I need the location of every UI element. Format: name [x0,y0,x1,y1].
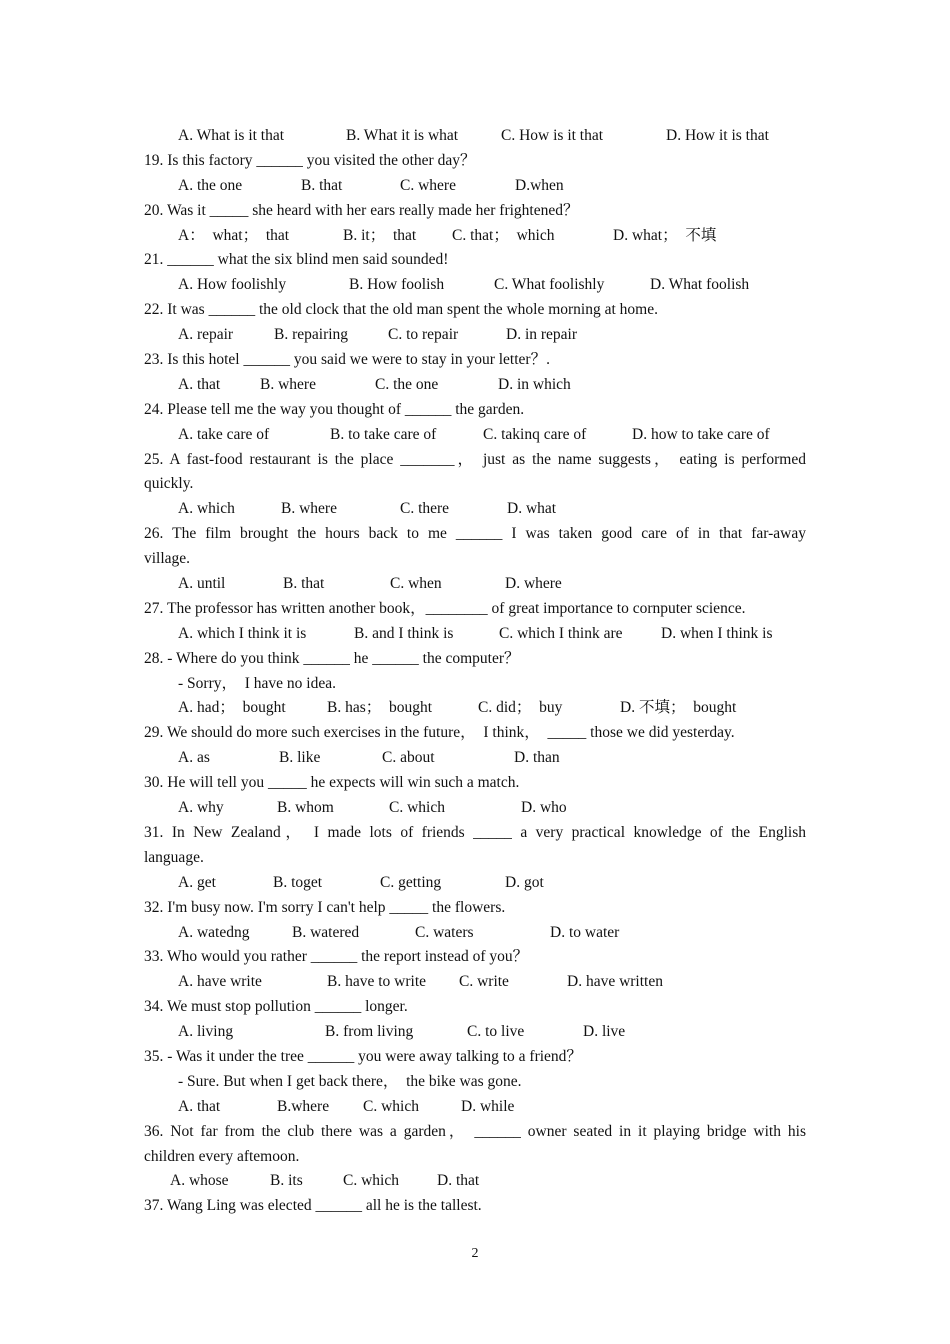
options-row [144,373,806,398]
question-21: 21. ______ what the six blind men said sounded! [144,251,449,269]
option-b: B.where [277,1097,330,1115]
question-28: 28. - Where do you think ______ he ______ the computer？ [144,649,520,667]
question-30: 30. He will tell you _____ he expects will win such a match. [144,774,520,792]
option-d: D. in repair [506,326,578,344]
option-c: C. waters [415,923,474,941]
option-d: D. than [514,749,560,767]
options-row [144,1169,806,1194]
question-list [144,124,806,1219]
option-c: C. takinq care of [483,425,587,443]
question-26-cont: village. [144,550,191,568]
option-a: A. How foolishly [178,276,287,294]
option-b: B. its [270,1172,303,1190]
option-b: B. have to write [327,973,427,991]
option-b: B. and I think is [354,624,454,642]
option-a: A. have write [178,973,262,991]
options-row [144,423,806,448]
question-35-reply: - Sure. But when I get back there， the bike was gone. [178,1072,522,1090]
option-a: A. had； bought [178,699,286,717]
question-37: 37. Wang Ling was elected ______ all he is the tallest. [144,1197,482,1215]
options-row [144,497,806,522]
option-d: D. what； 不填 [613,226,717,244]
option-b: B. How foolish [349,276,445,294]
question-19: 19. Is this factory ______ you visited the other day？ [144,151,476,169]
option-d: D. when I think is [661,624,773,642]
option-a: A. whose [170,1172,229,1190]
option-a: A. watedng [178,923,250,941]
option-b: B. whom [277,799,334,817]
option-d: D. live [583,1023,626,1041]
option-c: C. write [459,973,509,991]
option-d: D. that [437,1172,480,1190]
option-c: C. the one [375,375,439,393]
question-23: 23. Is this hotel ______ you said we were to stay in your letter？. [144,351,550,369]
option-c: C. there [400,500,450,518]
question-36-cont: children every aftemoon. [144,1147,300,1165]
options-row [144,124,806,149]
option-b: B. watered [292,923,360,941]
option-c: C. about [382,749,435,767]
option-b: B. where [281,500,337,518]
question-26: 26. The film brought the hours back to me ______ I was taken good care of in that far-away [144,525,806,543]
question-36: 36. Not far from the club there was a garden， ______ owner seated in it playing bridge with his [144,1122,806,1140]
option-b: B. to take care of [330,425,437,443]
options-row [144,746,806,771]
option-d: D. got [505,873,544,891]
options-row [144,572,806,597]
question-27: 27. The professor has written another book，________ of great importance to cornputer science. [144,599,746,617]
option-d: D. What foolish [650,276,750,294]
option-b: B. repairing [274,326,349,344]
option-a: A. until [178,575,226,593]
option-a: A. which [178,500,235,518]
question-24: 24. Please tell me the way you thought of ______ the garden. [144,400,525,418]
option-c: C. How is it that [501,127,604,144]
option-d: D. How it is that [666,127,769,144]
options-row [144,1095,806,1120]
option-b: B. toget [273,873,323,891]
question-33: 33. Who would you rather ______ the report instead of you？ [144,948,529,966]
option-d: D.when [515,176,564,194]
question-25-cont: quickly. [144,475,194,493]
option-d: D. where [505,575,562,593]
option-b: B. like [279,749,321,767]
option-d: D. what [507,500,557,518]
options-row [144,273,806,298]
option-a: A. the one [178,176,243,194]
option-b: B. that [301,176,343,194]
option-c: C. to repair [388,326,459,344]
options-row [144,696,806,721]
option-a: A： what； that [178,226,290,244]
question-28-reply: - Sorry， I have no idea. [178,674,336,692]
question-29: 29. We should do more such exercises in the future， I think， _____ those we did yesterday. [144,724,735,742]
option-a: A. why [178,799,224,817]
option-a: A. living [178,1023,234,1041]
options-row [144,921,806,946]
question-31-cont: language. [144,848,204,866]
option-d: D. to water [550,923,620,941]
options-row [144,224,806,249]
option-d: D. how to take care of [632,425,770,443]
option-a: A. that [178,375,221,393]
option-b: B. What it is what [346,127,459,144]
options-row [144,796,806,821]
option-c: C. that； which [452,226,555,244]
option-c: C. What foolishly [494,276,605,294]
question-35: 35. - Was it under the tree ______ you were away talking to a friend？ [144,1047,582,1065]
option-a: A. get [178,873,216,891]
question-32: 32. I'm busy now. I'm sorry I can't help _____ the flowers. [144,898,506,916]
option-c: C. which [389,799,445,817]
option-d: D. in which [498,375,571,393]
option-b: B. it； that [343,226,417,244]
options-row [144,323,806,348]
option-a: A. as [178,749,210,767]
option-b: B. has； bought [327,699,433,717]
option-b: B. that [283,575,325,593]
option-b: B. from living [325,1023,414,1041]
question-22: 22. It was ______ the old clock that the old man spent the whole morning at home. [144,301,658,319]
question-34: 34. We must stop pollution ______ longer. [144,998,408,1016]
option-a: A. which I think it is [178,624,307,642]
options-row [144,174,806,199]
option-a: A. What is it that [178,127,285,144]
option-c: C. which [343,1172,399,1190]
options-row [144,970,806,995]
option-a: A. that [178,1097,221,1115]
option-d: D. 不填； bought [620,699,737,717]
option-c: C. when [390,575,442,593]
option-c: C. getting [380,873,442,891]
options-row [144,871,806,896]
question-20: 20. Was it _____ she heard with her ears really made her frightened？ [144,201,579,219]
option-a: A. repair [178,326,234,344]
option-c: C. to live [467,1023,525,1041]
option-a: A. take care of [178,425,270,443]
options-row [144,1020,806,1045]
option-d: D. who [521,799,567,817]
page-number: 2 [471,1246,479,1261]
question-31: 31. In New Zealand， I made lots of friends _____ a very practical knowledge of the English [144,823,806,841]
options-row [144,622,806,647]
option-c: C. which [363,1097,419,1115]
option-c: C. did； buy [478,699,563,717]
option-d: D. while [461,1097,515,1115]
question-25: 25. A fast-food restaurant is the place _______， just as the name suggests， eating is performed [144,450,806,468]
option-b: B. where [260,375,316,393]
option-c: C. where [400,176,456,194]
option-d: D. have written [567,973,663,991]
option-c: C. which I think are [499,624,623,642]
